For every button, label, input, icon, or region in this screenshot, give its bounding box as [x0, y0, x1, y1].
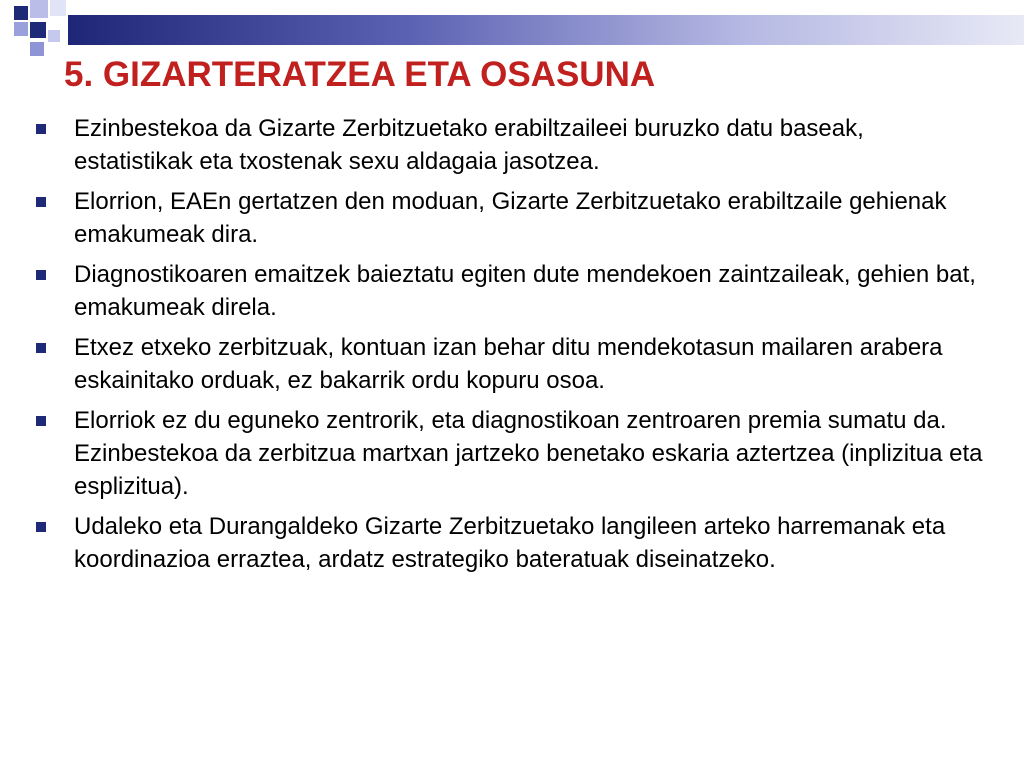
- decorative-square: [50, 0, 66, 16]
- square-bullet-icon: [36, 270, 46, 280]
- bullet-item: [34, 331, 984, 397]
- square-bullet-icon: [36, 416, 46, 426]
- decorative-square: [14, 6, 28, 20]
- bullet-item: [34, 404, 984, 503]
- bullet-text: Ezinbestekoa da Gizarte Zerbitzuetako erabiltzaileei buruzko datu baseak, estatistikak eta txostenak sexu aldagaia jasotzea.: [74, 115, 864, 175]
- bullet-text: Etxez etxeko zerbitzuak, kontuan izan behar ditu mendekotasun mailaren arabera eskainitako orduak, ez bakarrik ordu kopuru osoa.: [74, 334, 943, 394]
- square-bullet-icon: [36, 197, 46, 207]
- square-bullet-icon: [36, 343, 46, 353]
- bullet-item: [34, 185, 984, 251]
- decorative-square: [30, 0, 48, 18]
- bullet-list: [34, 112, 984, 583]
- bullet-text: Elorriok ez du eguneko zentrorik, eta diagnostikoan zentroaren premia sumatu da. Ezinbestekoa da zerbitzua martxan jartzeko benetako eskaria aztertzea (inplizitua eta esplizitua).: [74, 407, 983, 500]
- header-gradient-bar: [68, 15, 1024, 45]
- bullet-text: Elorrion, EAEn gertatzen den moduan, Gizarte Zerbitzuetako erabiltzaile gehienak emakumeak dira.: [74, 188, 947, 248]
- bullet-item: [34, 510, 984, 576]
- square-bullet-icon: [36, 522, 46, 532]
- bullet-text: Diagnostikoaren emaitzek baieztatu egiten dute mendekoen zaintzaileak, gehien bat, emakumeak direla.: [74, 261, 976, 321]
- decorative-square: [48, 30, 60, 42]
- bullet-item: [34, 112, 984, 178]
- decorative-square: [30, 42, 44, 56]
- bullet-text: Udaleko eta Durangaldeko Gizarte Zerbitzuetako langileen arteko harremanak eta koordinazioa erraztea, ardatz estrategiko bateratuak diseinatzeko.: [74, 513, 946, 573]
- bullet-item: [34, 258, 984, 324]
- square-bullet-icon: [36, 124, 46, 134]
- slide-title: 5. GIZARTERATZEA ETA OSASUNA: [64, 55, 656, 94]
- decorative-square: [14, 22, 28, 36]
- decorative-square: [30, 22, 46, 38]
